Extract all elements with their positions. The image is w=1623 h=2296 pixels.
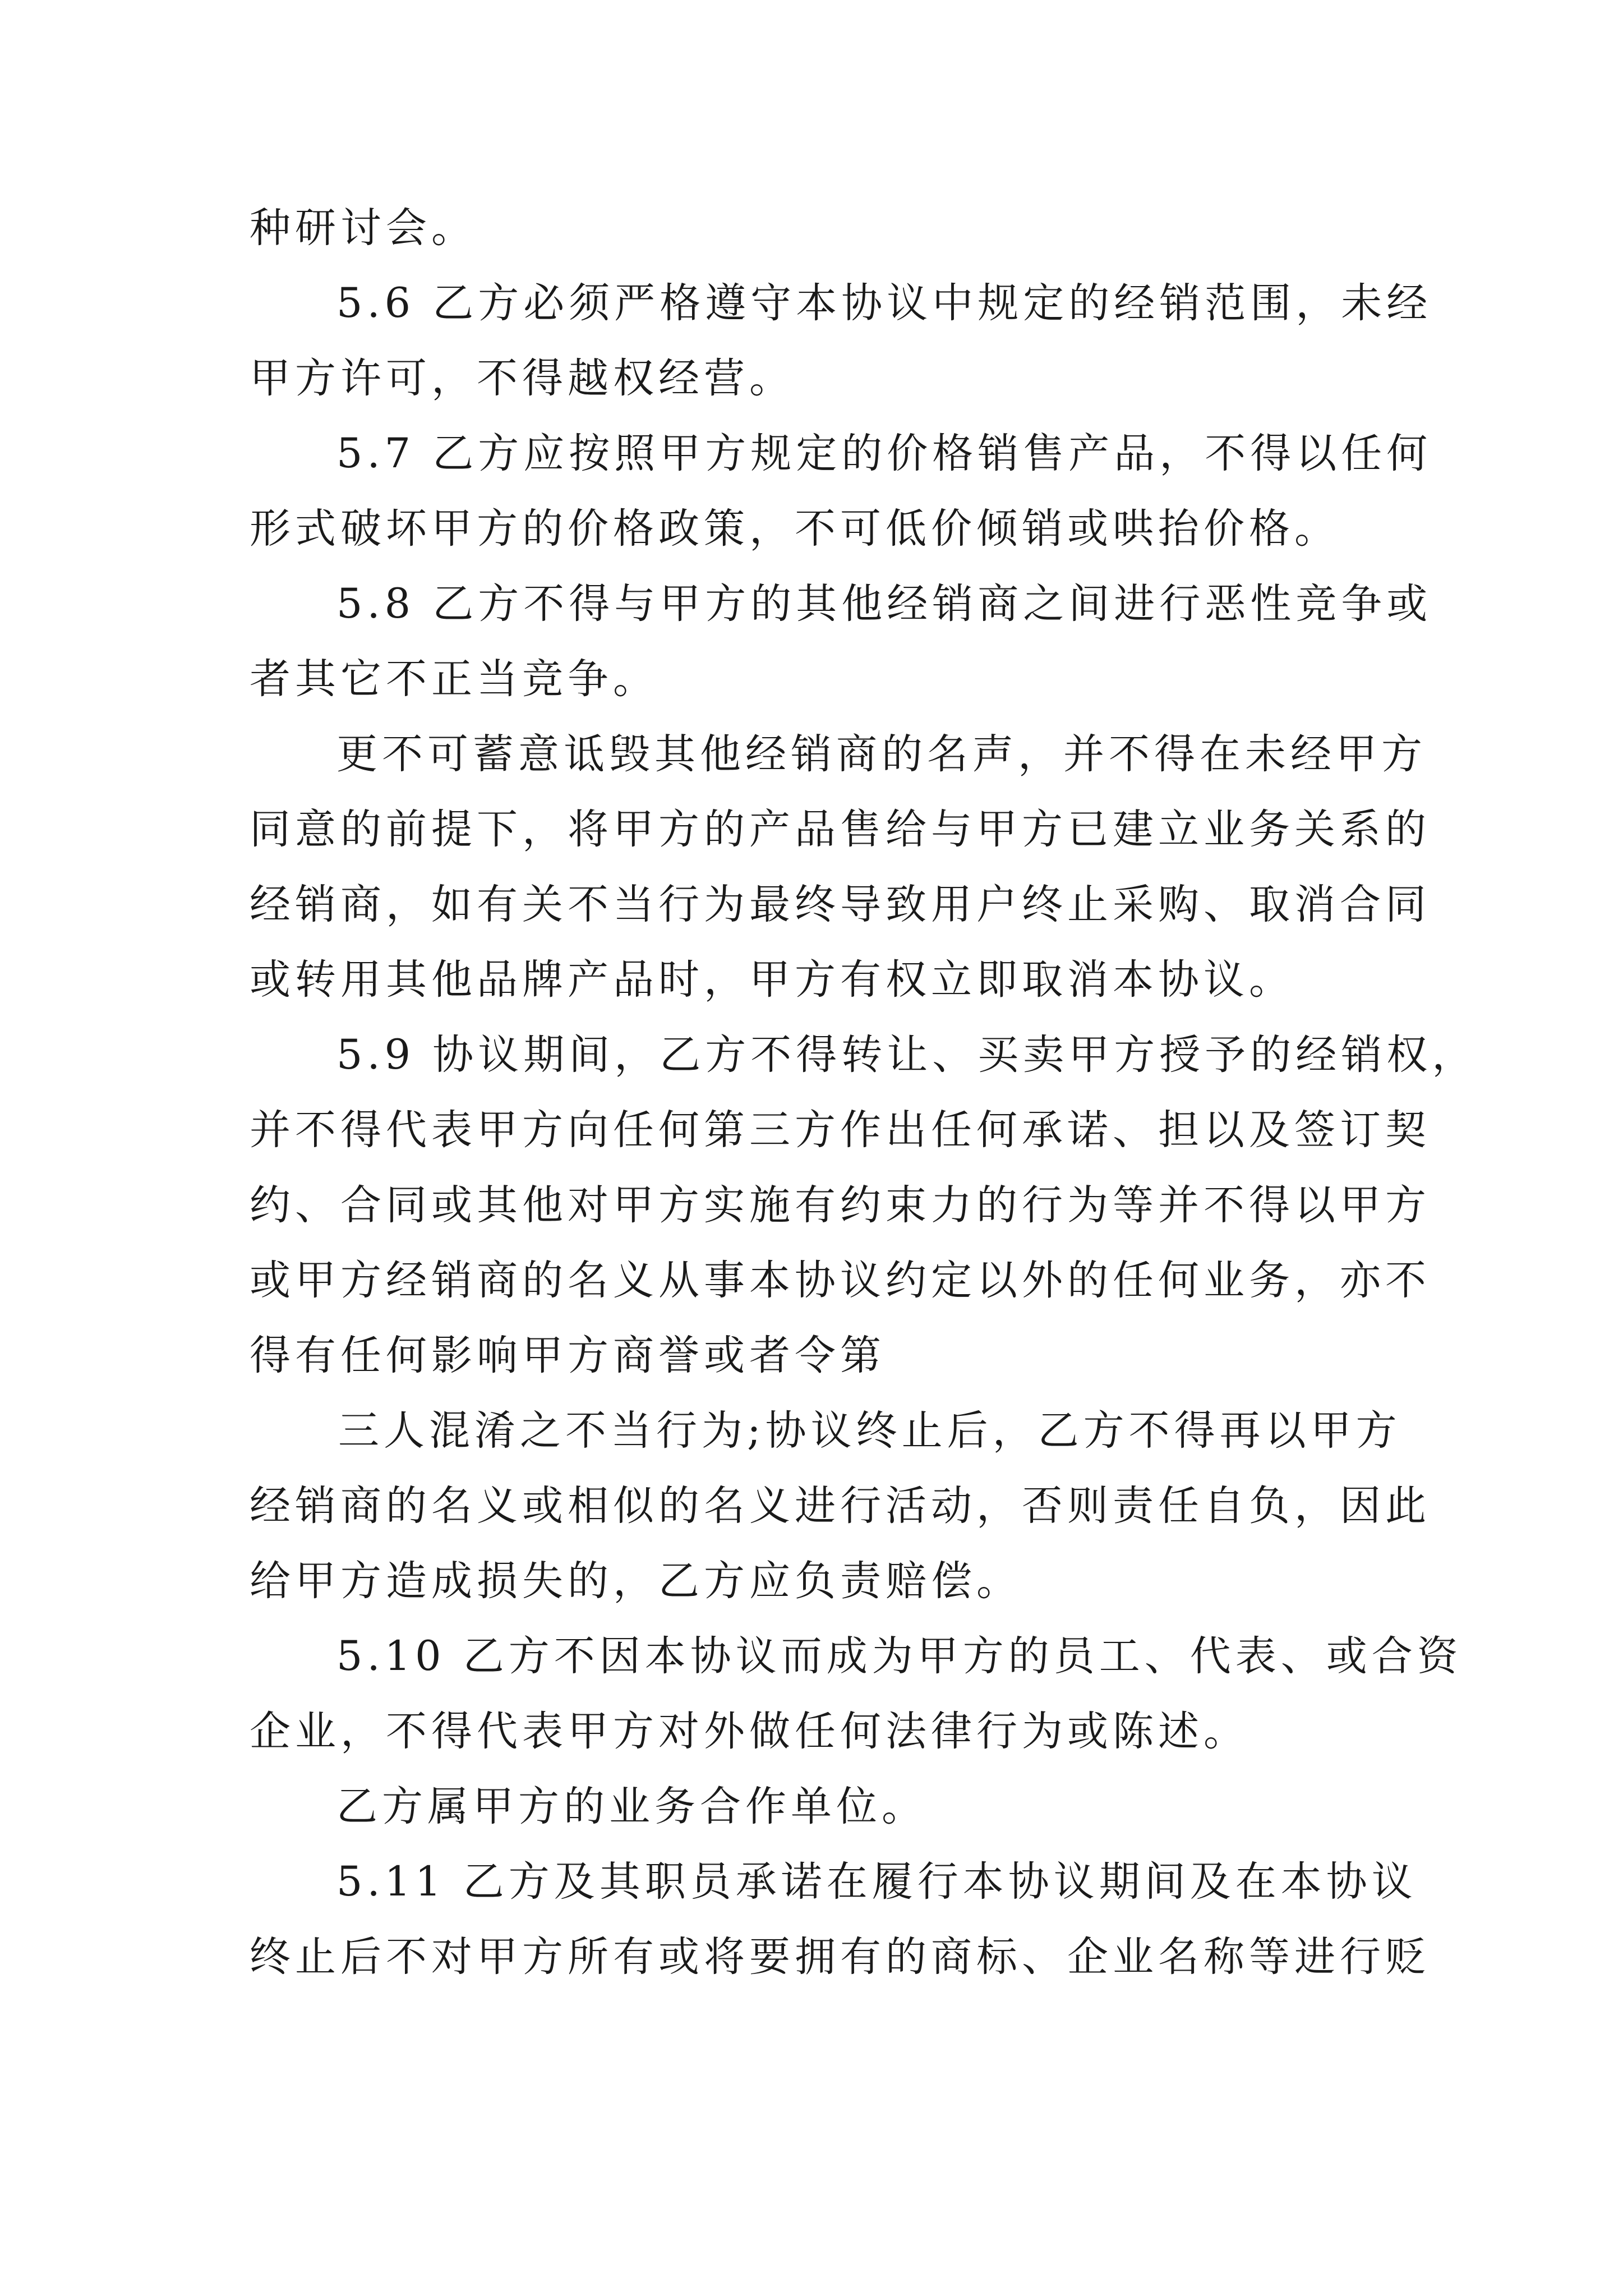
- clause-5-10-line: 5.10 乙方不因本协议而成为甲方的员工、代表、或合资: [336, 1632, 1463, 1680]
- clause-5-11-line: 5.11 乙方及其职员承诺在履行本协议期间及在本协议: [336, 1858, 1417, 1906]
- paragraph-start-line: 乙方属甲方的业务合作单位。: [336, 1783, 927, 1830]
- text-line: 终止后不对甲方所有或将要拥有的商标、企业名称等进行贬: [250, 1933, 1431, 1981]
- text-line: 甲方许可，不得越权经营。: [250, 355, 795, 402]
- text-line: 者其它不正当竞争。: [250, 655, 658, 703]
- clause-5-6-line: 5.6 乙方必须严格遵守本协议中规定的经销范围，未经: [336, 279, 1432, 327]
- text-line: 并不得代表甲方向任何第三方作出任何承诺、担以及签订契: [250, 1106, 1431, 1154]
- text-line: 形式破坏甲方的价格政策，不可低价倾销或哄抬价格。: [250, 505, 1340, 553]
- paragraph-start-line: 更不可蓄意诋毁其他经销商的名声，并不得在未经甲方: [336, 730, 1427, 778]
- text-line: 或甲方经销商的名义从事本协议约定以外的任何业务，亦不: [250, 1257, 1431, 1304]
- text-line: 企业，不得代表甲方对外做任何法律行为或陈述。: [250, 1708, 1249, 1755]
- paragraph-start-line: 三人混淆之不当行为;协议终止后，乙方不得再以甲方: [338, 1407, 1401, 1455]
- text-line: 得有任何影响甲方商誉或者令第: [250, 1332, 886, 1379]
- text-line: 给甲方造成损失的，乙方应负责赔偿。: [250, 1557, 1022, 1605]
- text-line: 或转用其他品牌产品时，甲方有权立即取消本协议。: [250, 956, 1294, 1004]
- clause-5-8-line: 5.8 乙方不得与甲方的其他经销商之间进行恶性竞争或: [336, 580, 1432, 628]
- clause-5-7-line: 5.7 乙方应按照甲方规定的价格销售产品，不得以任何: [336, 430, 1432, 477]
- text-line: 种研讨会。: [250, 204, 477, 252]
- text-line: 经销商的名义或相似的名义进行活动，否则责任自负，因此: [250, 1482, 1431, 1530]
- text-line: 经销商，如有关不当行为最终导致用户终止采购、取消合同: [250, 881, 1431, 928]
- text-line: 同意的前提下，将甲方的产品售给与甲方已建立业务关系的: [250, 806, 1431, 853]
- clause-5-9-line: 5.9 协议期间，乙方不得转让、买卖甲方授予的经销权，: [336, 1031, 1478, 1079]
- text-line: 约、合同或其他对甲方实施有约束力的行为等并不得以甲方: [250, 1181, 1431, 1229]
- document-body: [250, 191, 1478, 1995]
